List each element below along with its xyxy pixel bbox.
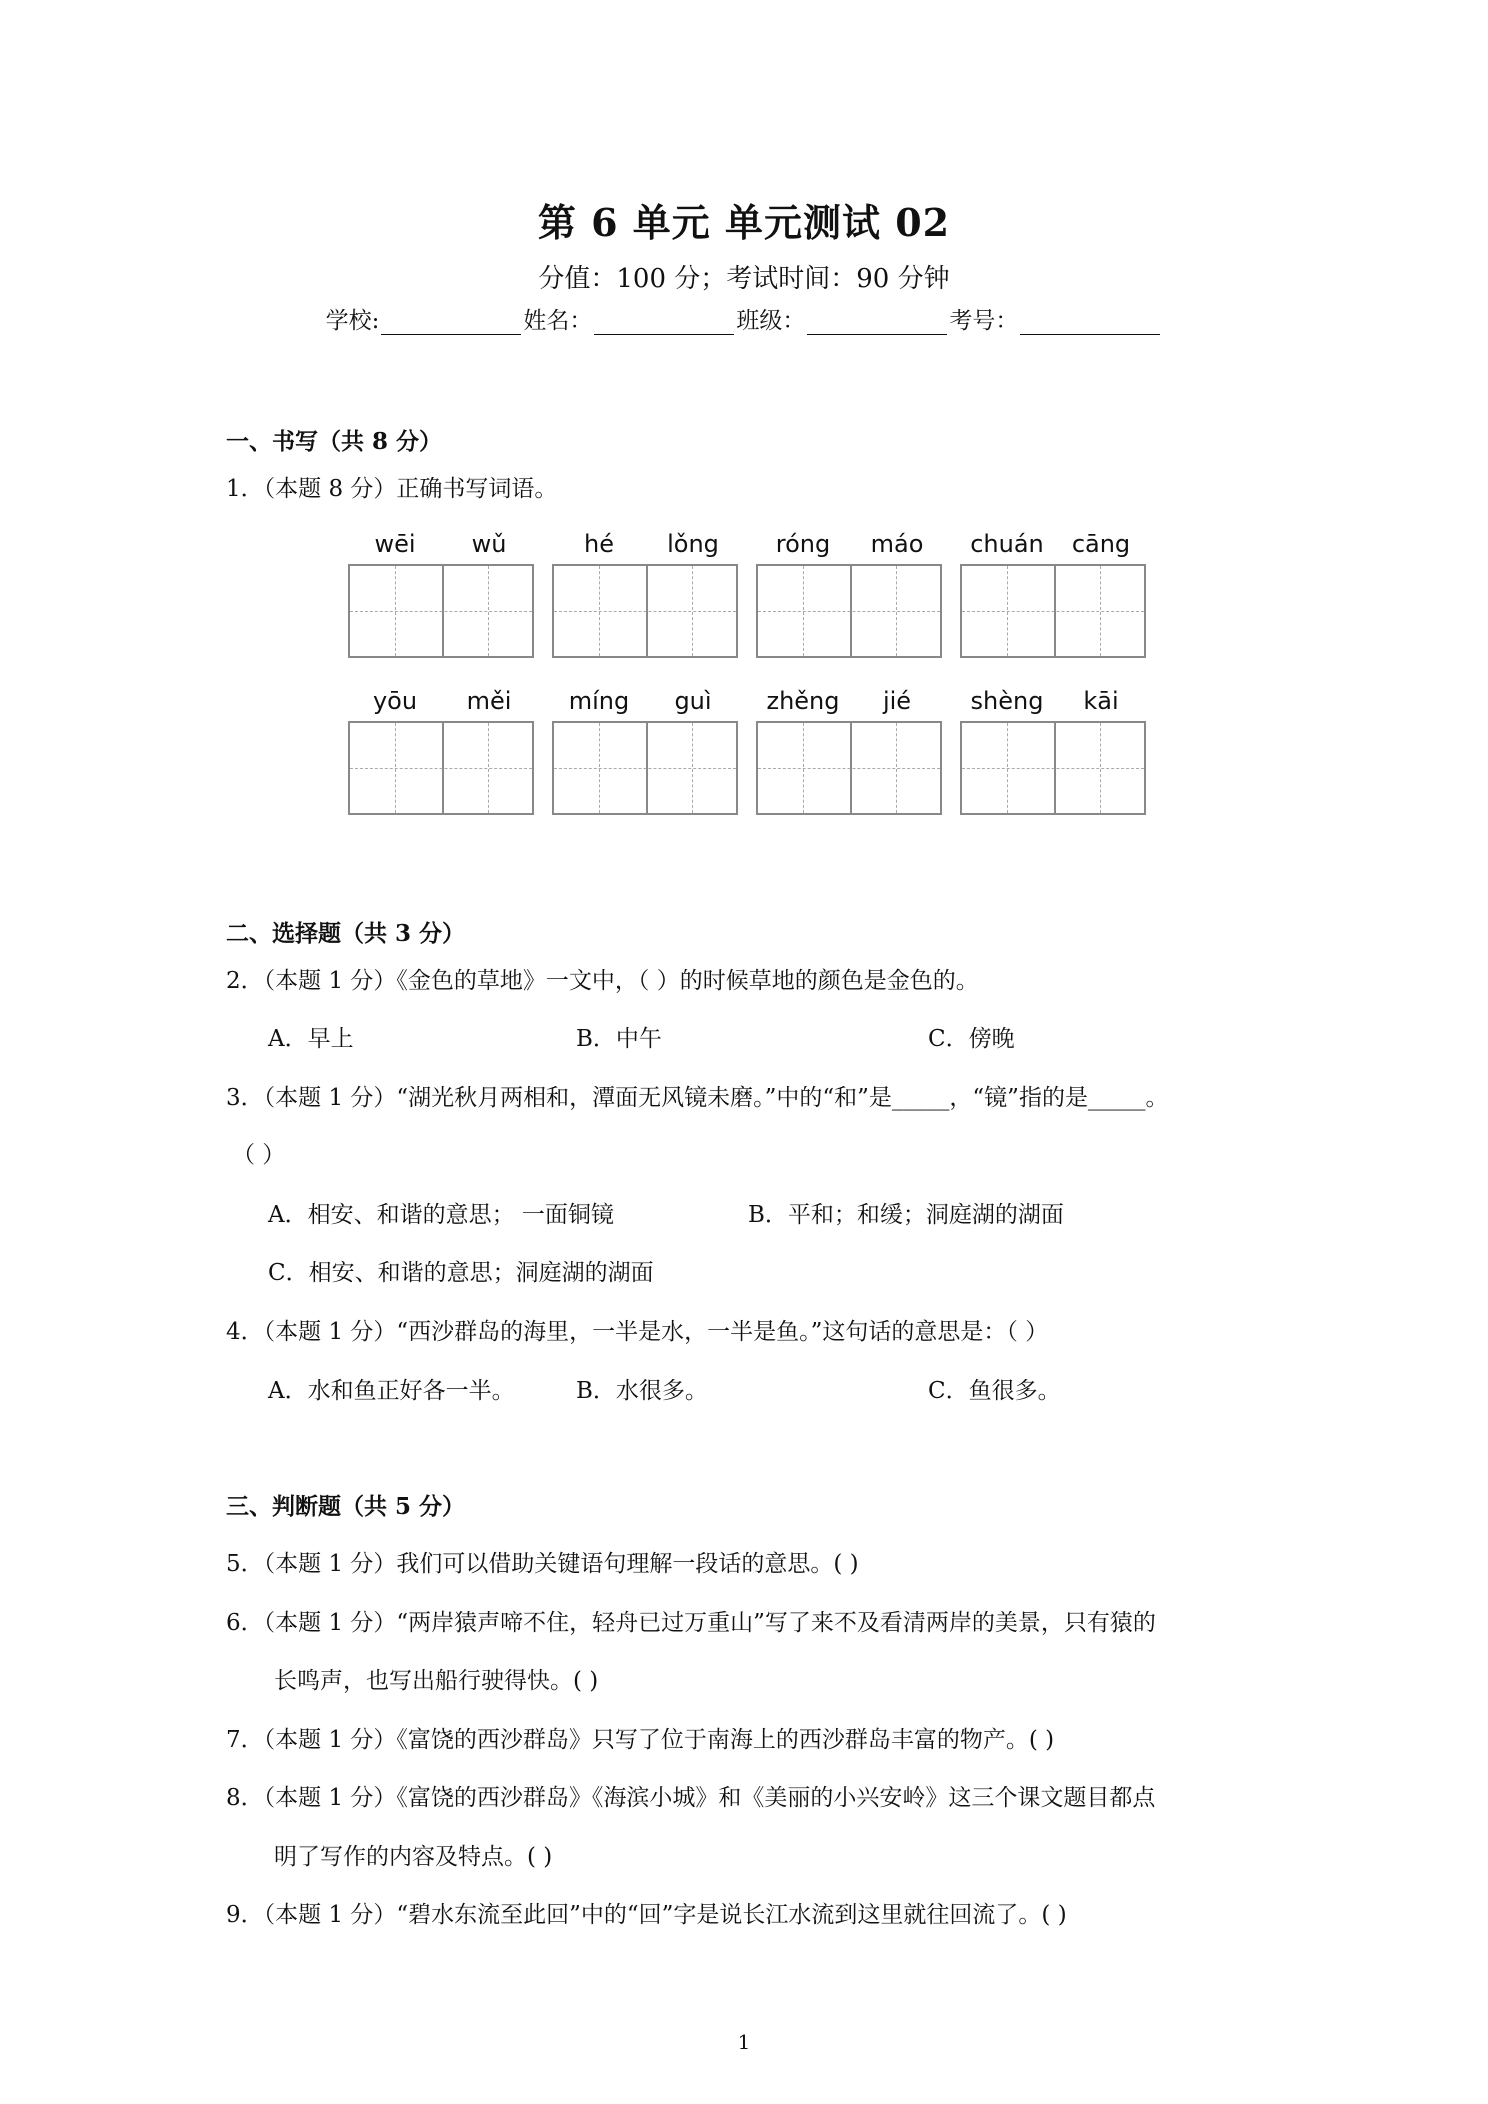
question-8: 8．（本题 1 分）《富饶的西沙群岛》《海滨小城》和《美丽的小兴安岭》这三个课文题目都点 [226, 1785, 1156, 1811]
pinyin: wēi [374, 530, 416, 558]
q2-option-a[interactable]: A．早上 [268, 1026, 354, 1052]
pinyin: yōu [372, 687, 418, 715]
q3-option-a[interactable]: A．相安、和谐的意思； 一面铜镜 [268, 1202, 614, 1228]
class-label: 班级： [736, 308, 806, 334]
pinyin: cāng [1071, 530, 1131, 558]
writing-boxes[interactable] [960, 721, 1146, 815]
pinyin: jié [882, 687, 912, 715]
q2-option-c[interactable]: C．傍晚 [928, 1026, 1015, 1052]
number-label: 考号： [949, 308, 1019, 334]
question-9: 9．（本题 1 分）“碧水东流至此回”中的“回”字是说长江水流到这里就往回流了。( ) [226, 1902, 1067, 1928]
school-blank[interactable] [381, 312, 521, 335]
name-label: 姓名： [523, 308, 593, 334]
question-8-continued: 明了写作的内容及特点。( ) [274, 1844, 553, 1870]
question-6: 6．（本题 1 分）“两岸猿声啼不住，轻舟已过万重山”写了来不及看清两岸的美景，只有猿的 [226, 1610, 1156, 1636]
pinyin: hé [584, 530, 614, 558]
writing-boxes[interactable] [960, 564, 1146, 658]
word-grid-row-1 [348, 530, 1148, 690]
pinyin: měi [466, 687, 512, 715]
question-4: 4．（本题 1 分）“西沙群岛的海里，一半是水，一半是鱼。”这句话的意思是：（ ） [226, 1319, 1049, 1345]
writing-boxes[interactable] [348, 564, 534, 658]
pinyin: shèng [970, 687, 1044, 715]
q2-option-b[interactable]: B．中午 [576, 1026, 662, 1052]
pinyin: wǔ [471, 530, 507, 558]
question-3: 3．（本题 1 分）“湖光秋月两相和，潭面无风镜未磨。”中的“和”是_____，“镜”指的是_____。 [226, 1085, 1169, 1111]
writing-boxes[interactable] [348, 721, 534, 815]
q3-option-c[interactable]: C．相安、和谐的意思；洞庭湖的湖面 [268, 1260, 654, 1286]
section-heading-writing: 一、书写（共 8 分） [226, 428, 443, 455]
q3-option-b[interactable]: B．平和；和缓；洞庭湖的湖面 [748, 1202, 1064, 1228]
question-2: 2．（本题 1 分）《金色的草地》一文中，（ ）的时候草地的颜色是金色的。 [226, 968, 979, 994]
pinyin: zhěng [766, 687, 840, 715]
student-info-line [0, 302, 1488, 335]
writing-boxes[interactable] [552, 721, 738, 815]
number-blank[interactable] [1020, 312, 1160, 335]
q4-option-a[interactable]: A．水和鱼正好各一半。 [268, 1378, 515, 1404]
writing-boxes[interactable] [756, 564, 942, 658]
word-grid-row-2 [348, 687, 1148, 847]
q4-option-b[interactable]: B．水很多。 [576, 1378, 708, 1404]
page-number: 1 [737, 2030, 751, 2054]
question-1: 1．（本题 8 分）正确书写词语。 [226, 476, 558, 502]
pinyin: máo [870, 530, 924, 558]
school-label: 学校: [325, 308, 380, 334]
page-title: 第 6 单元 单元测试 02 [537, 200, 951, 245]
pinyin: lǒng [667, 530, 719, 558]
question-7: 7．（本题 1 分）《富饶的西沙群岛》只写了位于南海上的西沙群岛丰富的物产。( ) [226, 1727, 1055, 1753]
pinyin: guì [674, 687, 712, 715]
question-5: 5．（本题 1 分）我们可以借助关键语句理解一段话的意思。( ) [226, 1551, 859, 1577]
q4-option-c[interactable]: C．鱼很多。 [928, 1378, 1061, 1404]
pinyin: róng [775, 530, 831, 558]
section-heading-judgment: 三、判断题（共 5 分） [226, 1493, 466, 1520]
q3-answer-paren[interactable]: （ ） [232, 1142, 286, 1168]
pinyin: chuán [970, 530, 1044, 558]
class-blank[interactable] [807, 312, 947, 335]
name-blank[interactable] [594, 312, 734, 335]
pinyin: kāi [1083, 687, 1119, 715]
pinyin: míng [568, 687, 630, 715]
writing-boxes[interactable] [756, 721, 942, 815]
writing-boxes[interactable] [552, 564, 738, 658]
exam-subtitle: 分值：100 分；考试时间：90 分钟 [538, 264, 950, 294]
question-6-continued: 长鸣声，也写出船行驶得快。( ) [274, 1668, 599, 1694]
section-heading-choice: 二、选择题（共 3 分） [226, 920, 466, 947]
